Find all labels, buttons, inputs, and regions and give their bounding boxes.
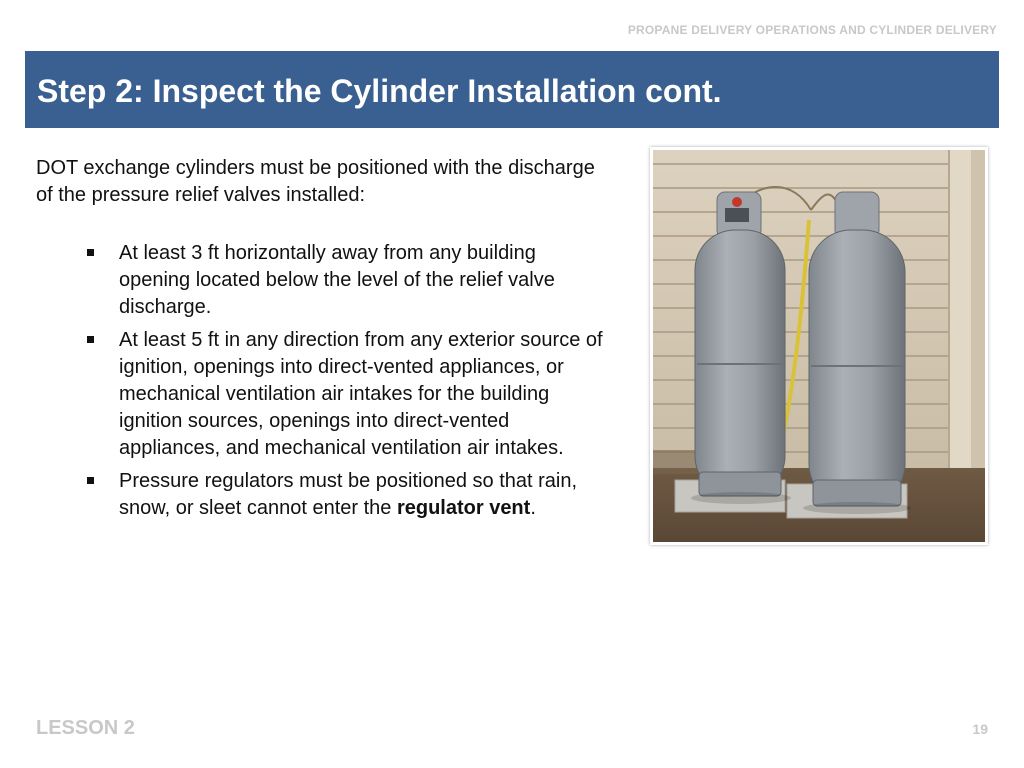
intro-paragraph: DOT exchange cylinders must be positioned with the discharge of the pressure relief valves installed: (36, 157, 595, 206)
bullet-marker-icon (87, 336, 94, 343)
bullet-text: At least 3 ft horizontally away from any building opening located below the level of the relief valve discharge. (119, 242, 555, 318)
bullet-text-before: Pressure regulators must be positioned so that rain, snow, or sleet cannot enter the (119, 470, 578, 519)
page-number: 19 (972, 721, 988, 737)
bullet-text (119, 470, 577, 519)
bullet-list (84, 240, 604, 528)
bullet-marker-icon (87, 477, 94, 484)
title-bar (25, 51, 999, 128)
regulator-vent-term: regulator vent (396, 497, 531, 519)
bullet-text-after: . (530, 497, 536, 519)
bullet-text: At least 5 ft in any direction from any exterior source of ignition, openings into direct-vented appliances, or mechanical ventilation air intakes for the building ignition sources, openings into direct-vented appliances, and mechanical ventilation air intakes. (119, 329, 603, 459)
bullet-item (84, 240, 604, 321)
bullet-marker-icon (87, 249, 94, 256)
bullet-item (84, 327, 604, 462)
lesson-label: LESSON 2 (36, 717, 135, 739)
propane-cylinders-image (653, 150, 985, 542)
cylinder-photo (650, 147, 988, 545)
bullet-item (84, 468, 604, 522)
course-header-label: PROPANE DELIVERY OPERATIONS AND CYLINDER DELIVERY (627, 23, 997, 37)
slide-title: Step 2: Inspect the Cylinder Installation cont. (37, 73, 722, 109)
